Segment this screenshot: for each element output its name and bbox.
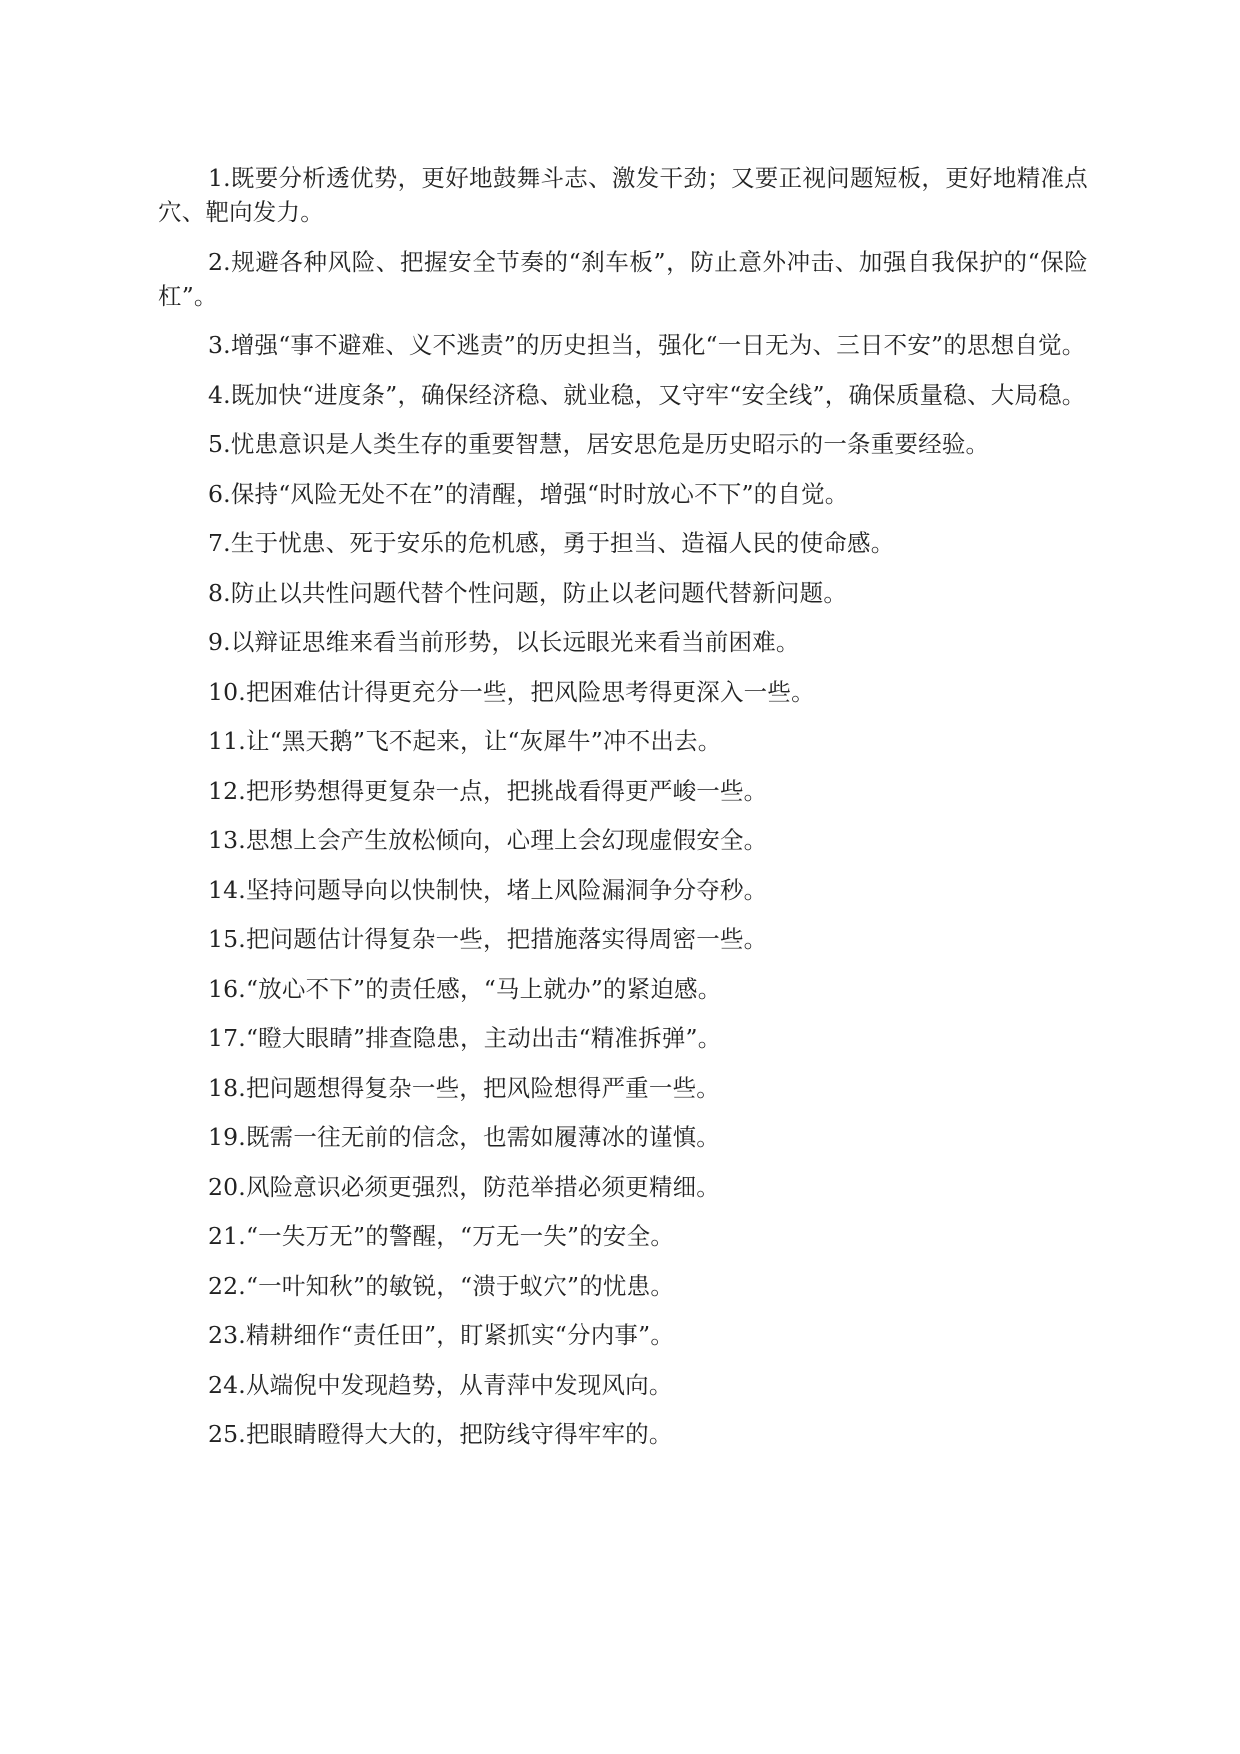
list-item: 5.忧患意识是人类生存的重要智慧，居安思危是历史昭示的一条重要经验。 (208, 430, 990, 458)
list-item: 18.把问题想得复杂一些，把风险想得严重一些。 (208, 1073, 720, 1102)
list-item: 13.思想上会产生放松倾向，心理上会幻现虚假安全。 (208, 826, 768, 854)
list-item: 7.生于忧患、死于安乐的危机感，勇于担当、造福人民的使命感。 (208, 529, 895, 557)
list-item: 24.从端倪中发现趋势，从青萍中发现风向。 (208, 1370, 673, 1399)
list-item: 16.“放心不下”的责任感，“马上就办”的紧迫感。 (208, 974, 722, 1003)
list-item: 2.规避各种风险、把握安全节奏的“刹车板”，防止意外冲击、加强自我保护的“保险杠”。 (158, 247, 1088, 310)
list-item: 21.“一失万无”的警醒，“万无一失”的安全。 (208, 1222, 675, 1250)
list-item: 25.把眼睛瞪得大大的，把防线守得牢牢的。 (208, 1420, 673, 1448)
list-item: 6.保持“风险无处不在”的清醒，增强“时时放心不下”的自觉。 (208, 479, 849, 508)
list-item: 8.防止以共性问题代替个性问题，防止以老问题代替新问题。 (208, 578, 848, 607)
list-item: 10.把困难估计得更充分一些，把风险思考得更深入一些。 (208, 677, 815, 706)
list-item: 3.增强“事不避难、义不逃责”的历史担当，强化“一日无为、三日不安”的思想自觉。 (208, 331, 1086, 359)
list-item: 19.既需一往无前的信念，也需如履薄冰的谨慎。 (208, 1123, 720, 1151)
list-item: 15.把问题估计得复杂一些，把措施落实得周密一些。 (208, 925, 768, 953)
list-item: 22.“一叶知秋”的敏锐，“溃于蚁穴”的忧患。 (208, 1271, 675, 1300)
list-item: 20.风险意识必须更强烈，防范举措必须更精细。 (208, 1172, 720, 1201)
list-item: 17.“瞪大眼睛”排查隐患，主动出击“精准拆弹”。 (208, 1024, 722, 1052)
list-item: 14.坚持问题导向以快制快，堵上风险漏洞争分夺秒。 (208, 875, 768, 904)
list-item: 1.既要分析透优势，更好地鼓舞斗志、激发干劲；又要正视问题短板，更好地精准点穴、靶向发力。 (158, 164, 1088, 226)
list-item: 11.让“黑天鹅”飞不起来，让“灰犀牛”冲不出去。 (208, 727, 722, 755)
list-item: 12.把形势想得更复杂一点，把挑战看得更严峻一些。 (208, 776, 768, 805)
list-item: 9.以辩证思维来看当前形势，以长远眼光来看当前困难。 (208, 628, 800, 656)
list-item: 23.精耕细作“责任田”，盯紧抓实“分内事”。 (208, 1321, 675, 1349)
document-body (158, 161, 1088, 1467)
list-item: 4.既加快“进度条”，确保经济稳、就业稳，又守牢“安全线”，确保质量稳、大局稳。 (208, 380, 1086, 409)
